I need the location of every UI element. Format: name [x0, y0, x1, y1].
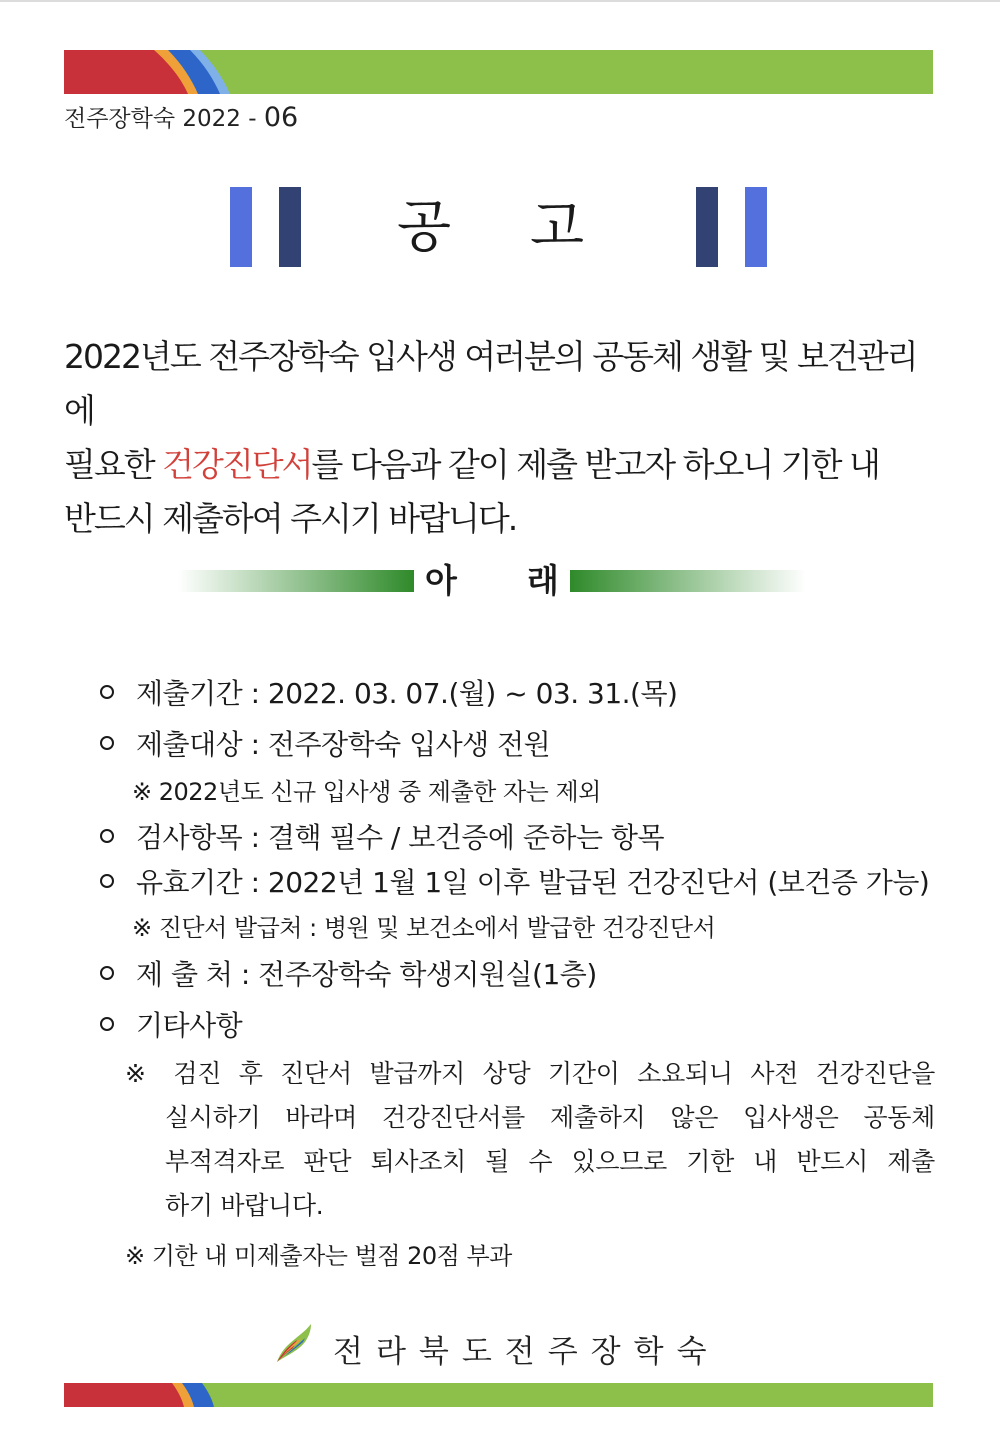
heading-char-1: 아 [425, 561, 457, 600]
item-text: 제출대상 : 전주장학숙 입사생 전원 [136, 728, 551, 761]
list-item-other [100, 1004, 242, 1044]
list-item-submit-location [100, 953, 597, 993]
etc-note-line-3: 부적격자로 판단 퇴사조치 될 수 있으므로 기한 내 반드시 제출 [165, 1147, 935, 1176]
title-bar-right-outer [745, 187, 767, 267]
etc-note-penalty: ※ 기한 내 미제출자는 벌점 20점 부과 [125, 1242, 512, 1270]
list-item-submission-target [100, 723, 550, 763]
title-bar-right-inner [696, 187, 718, 267]
title-bar-left-inner [279, 187, 301, 267]
footer-color-stripe [64, 1383, 933, 1407]
intro-line-2 [64, 438, 944, 492]
intro-line-3: 반드시 제출하여 주시기 바랍니다. [64, 499, 517, 538]
bullet-circle [100, 1017, 114, 1031]
intro-line-2-after: 를 다음과 같이 제출 받고자 하오니 기한 내 [311, 445, 879, 484]
intro-line-1: 2022년도 전주장학숙 입사생 여러분의 공동체 생활 및 보건관리에 [64, 337, 917, 430]
list-item-submission-period [100, 672, 677, 712]
title-char-1: 공 [397, 195, 452, 260]
item-text: 유효기간 : 2022년 1월 1일 이후 발급된 건강진단서 (보건증 가능) [136, 866, 930, 899]
bullet-circle [100, 874, 114, 888]
heading-gradient-right [570, 570, 806, 592]
heading-char-2: 래 [527, 561, 559, 600]
etc-note-line-4: 하기 바랍니다. [165, 1191, 324, 1220]
document-number-suffix: 06 [263, 102, 299, 133]
bullet-circle [100, 966, 114, 980]
list-item-test-items [100, 816, 664, 856]
bullet-circle [100, 685, 114, 699]
document-number [64, 100, 298, 133]
item-text: 검사항목 : 결핵 필수 / 보건증에 준하는 항목 [136, 821, 664, 854]
note-issuer: ※ 진단서 발급처 : 병원 및 보건소에서 발급한 건강진단서 [132, 914, 716, 942]
note-target-exclusion: ※ 2022년도 신규 입사생 중 제출한 자는 제외 [132, 778, 601, 806]
intro-paragraph [64, 330, 944, 546]
intro-highlight: 건강진단서 [162, 445, 312, 484]
document-number-prefix: 전주장학숙 2022 - [64, 106, 264, 132]
item-text: 제출기간 : 2022. 03. 07.(월) ~ 03. 31.(목) [136, 677, 678, 710]
top-divider [0, 0, 1000, 2]
list-item-valid-period [100, 861, 929, 901]
title-bar-left-outer [230, 187, 252, 267]
etc-note-line-1: ※ 검진 후 진단서 발급까지 상당 기간이 소요되니 사전 건강진단을 [125, 1059, 935, 1088]
intro-line-2-before: 필요한 [64, 445, 163, 484]
bullet-circle [100, 736, 114, 750]
footer-org-name: 전라북도전주장학숙 [333, 1334, 720, 1370]
section-heading [0, 560, 1000, 604]
title-char-2: 고 [530, 195, 585, 260]
bullet-circle [100, 829, 114, 843]
etc-note-line-2: 실시하기 바라며 건강진단서를 제출하지 않은 입사생은 공동체 [165, 1103, 935, 1132]
header-color-stripe [64, 50, 933, 94]
heading-gradient-left [178, 570, 414, 592]
leaf-logo-icon [275, 1322, 317, 1364]
item-text: 제 출 처 : 전주장학숙 학생지원실(1층) [136, 958, 597, 991]
item-text: 기타사항 [136, 1009, 243, 1042]
